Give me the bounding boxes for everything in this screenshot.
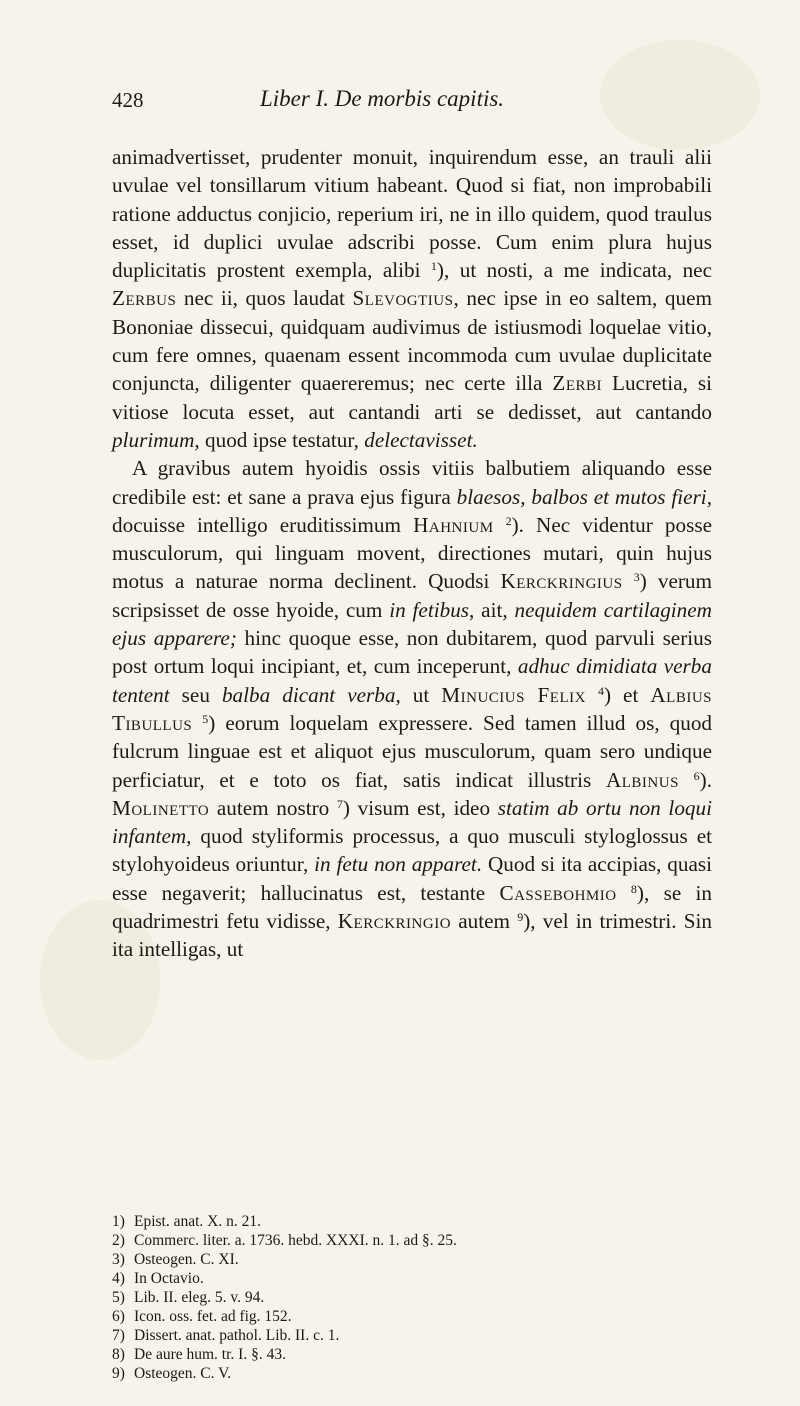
text-run — [494, 513, 506, 537]
footnote-ref: 6 — [693, 768, 700, 783]
author-name: Albius Tibullus — [112, 682, 712, 735]
paragraph — [112, 454, 712, 963]
text-run: , nec ipse in eo saltem, quem Bononiae dissecui, quidquam audivimus de istiusmodi loquelae vitio, cum fere omnes, quaenam essent incommoda cum uvulae duplicitate conjuncta, diligenter quaereremus; nec certe illa — [112, 286, 712, 396]
footnote — [112, 1307, 712, 1326]
footnote-number: 8) — [112, 1346, 125, 1363]
footnote-ref: 9 — [517, 910, 524, 925]
footnote-text: Osteogen. C. V. — [134, 1365, 232, 1382]
running-title: Liber I. De morbis capitis. — [260, 86, 505, 111]
page-number: 428 — [112, 88, 144, 112]
text-run: ), se in quadrimestri fetu vidisse, — [112, 880, 713, 934]
footnote-text: Commerc. liter. a. 1736. hebd. XXXI. n. 1. ad §. 25. — [134, 1232, 457, 1249]
text-run: , quod ipse testatur, — [194, 427, 365, 452]
author-name: Molinetto — [112, 795, 210, 820]
footnote-number: 5) — [112, 1289, 125, 1306]
text-run: animadvertisset, prudenter monuit, inquirendum esse, an trauli alii uvulae vel tonsillarum vitium habeant. Quod si fiat, non improbabili ratione adductus conjicio, reperium iri, ne in illo quidem, quod traulus esset, id duplici uvulae adscribi posse. Cum enim plura hujus duplicitatis prostent exempla, alibi — [112, 145, 712, 283]
footnote-text: Dissert. anat. pathol. Lib. II. c. 1. — [134, 1327, 340, 1344]
footnote-text: Osteogen. C. XI. — [134, 1251, 239, 1268]
text-run — [192, 711, 202, 735]
text-run: ) visum est, ideo — [342, 795, 498, 820]
italic-phrase: delectavisset. — [364, 427, 478, 452]
footnote-ref: 5 — [202, 711, 209, 726]
footnote-number: 6) — [112, 1308, 125, 1325]
italic-phrase: adhuc dimidiata verba tentent — [112, 654, 712, 707]
text-run: autem nostro — [209, 795, 337, 820]
italic-phrase: balba dicant verba — [221, 682, 396, 707]
footnote — [112, 1269, 712, 1288]
footnote-text: Icon. oss. fet. ad fig. 152. — [134, 1308, 292, 1325]
author-name: Albinus — [605, 767, 679, 792]
text-run — [617, 881, 631, 905]
footnote-text: Epist. anat. X. n. 21. — [134, 1213, 261, 1230]
text-run: Quod si ita accipias, quasi esse negaverit; hallucinatus est, testante — [112, 852, 712, 905]
author-name: Kerckringio — [337, 909, 452, 934]
author-name: Slevogtius — [352, 286, 454, 311]
text-run: ). Nec videntur posse musculorum, qui linguam movent, directiones mutari, quin hujus motus a naturae norma declinent. Quodsi — [112, 512, 712, 594]
footnote — [112, 1345, 712, 1364]
paragraph — [112, 143, 712, 454]
author-name: Minucius Felix — [441, 682, 586, 707]
footnote-number: 4) — [112, 1270, 125, 1287]
footnote-ref: 7 — [336, 796, 343, 811]
footnotes — [112, 1212, 712, 1383]
italic-phrase: in fetu non apparet. — [314, 852, 483, 877]
text-run — [679, 768, 694, 792]
italic-phrase: in fetibus — [389, 597, 470, 622]
footnote-ref: 1 — [430, 259, 437, 274]
text-run: quod styliformis processus, a quo musculi styloglossus et stylohyoideus oriuntur, — [112, 824, 712, 877]
footnote-ref: 8 — [630, 881, 637, 896]
main-text — [112, 143, 712, 964]
footnote-number: 9) — [112, 1365, 125, 1382]
author-name: Kerckringius — [500, 569, 623, 594]
footnote-number: 7) — [112, 1327, 125, 1344]
footnote-number: 2) — [112, 1232, 125, 1249]
footnote — [112, 1364, 712, 1383]
author-name: Cassebohmio — [499, 880, 617, 905]
text-run: Lucretia, si vitiose locuta esset, aut cantandi arti se dedisset, aut cantando — [112, 371, 712, 424]
page-header — [112, 82, 672, 122]
text-run: ) et — [603, 682, 651, 707]
text-run — [623, 569, 634, 593]
footnote — [112, 1326, 712, 1345]
footnote-ref: 4 — [597, 683, 604, 698]
text-run: seu — [169, 682, 222, 707]
text-run: ), ut nosti, a me indicata, nec — [436, 258, 712, 283]
text-run: hinc quoque esse, non dubitarem, quod parvuli serius post ortum loqui incipiant, et, cum inceperunt, — [112, 626, 712, 679]
text-run — [586, 683, 598, 707]
italic-phrase: statim ab ortu non loqui infantem, — [112, 795, 712, 849]
italic-phrase: plurimum — [112, 427, 195, 452]
footnote — [112, 1231, 712, 1250]
author-name: Zerbus — [112, 286, 177, 311]
footnote-number: 1) — [112, 1213, 125, 1230]
text-run: docuisse intelligo eruditissimum — [112, 512, 414, 537]
text-run: A gravibus autem hyoidis ossis vitiis balbutiem aliquando esse credibile est: et sane a prava ejus figura — [112, 456, 712, 509]
text-run: , ut — [395, 682, 442, 707]
footnote-text: In Octavio. — [134, 1270, 204, 1287]
italic-phrase: blaesos, balbos et mutos fieri, — [456, 484, 712, 509]
footnote — [112, 1212, 712, 1231]
footnote — [112, 1250, 712, 1269]
text-run: autem — [451, 909, 518, 934]
text-run: ) eorum loquelam expressere. Sed tamen illud os, quod fulcrum linguae est et aliquot ejus musculorum, quam sero undique perficiatur, et e toto os fiat, satis indicat illustris — [112, 710, 713, 792]
text-run: ), vel in trimestri. Sin ita intelligas, ut — [112, 909, 712, 962]
author-name: Hahnium — [413, 512, 494, 537]
italic-phrase: nequidem cartilaginem ejus apparere; — [112, 597, 712, 651]
footnote-list — [112, 1212, 712, 1383]
author-name: Zerbi — [552, 371, 603, 396]
footnote-text: De aure hum. tr. I. §. 43. — [134, 1346, 286, 1363]
text-run: ) verum scripsisset de osse hyoide, cum — [112, 569, 713, 622]
text-run: nec ii, quos laudat — [176, 286, 353, 311]
footnote-ref: 3 — [633, 570, 640, 585]
footnote-text: Lib. II. eleg. 5. v. 94. — [134, 1289, 265, 1306]
footnote — [112, 1288, 712, 1307]
footnote-ref: 2 — [505, 513, 512, 528]
text-run: , ait, — [469, 597, 515, 622]
text-run: ). — [699, 767, 712, 792]
footnote-number: 3) — [112, 1251, 125, 1268]
